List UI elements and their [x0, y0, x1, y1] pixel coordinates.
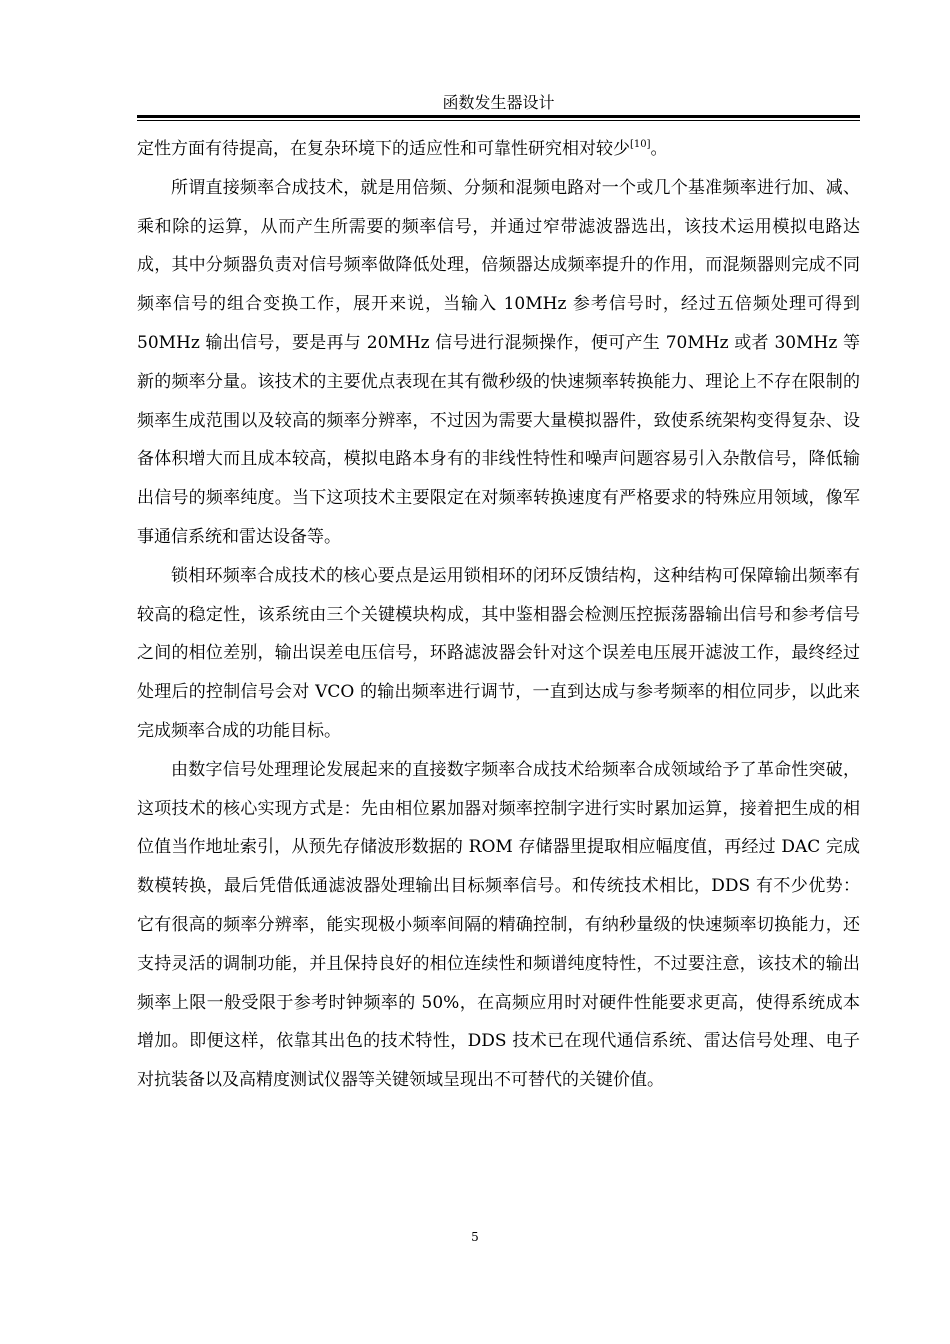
paragraph-pll-synthesis: 锁相环频率合成技术的核心要点是运用锁相环的闭环反馈结构，这种结构可保障输出频率有较高的稳定性，该系统由三个关键模块构成，其中鉴相器会检测压控振荡器输出信号和参考信号之间的相位差别，输出误差电压信号，环路滤波器会针对这个误差电压展开滤波工作，最终经过处理后的控制信号会对 VCO 的输出频率进行调节，一直到达成与参考频率的相位同步，以此来完成频率合成的功能目标。 — [137, 565, 860, 741]
body-text — [137, 130, 860, 1100]
paragraph-dds-synthesis: 由数字信号处理理论发展起来的直接数字频率合成技术给频率合成领域给予了革命性突破，这项技术的核心实现方式是：先由相位累加器对频率控制字进行实时累加运算，接着把生成的相位值当作地址索引，从预先存储波形数据的 ROM 存储器里提取相应幅度值，再经过 DAC 完成数模转换，最后凭借低通滤波器处理输出目标频率信号。和传统技术相比，DDS 有不少优势：它有很高的频率分辨率，能实现极小频率间隔的精确控制，有纳秒量级的快速频率切换能力，还支持灵活的调制功能，并且保持良好的相位连续性和频谱纯度特性，不过要注意，该技术的输出频率上限一般受限于参考时钟频率的 50%，在高频应用时对硬件性能要求更高，使得系统成本增加。即便这样，依靠其出色的技术特性，DDS 技术已在现代通信系统、雷达信号处理、电子对抗装备以及高精度测试仪器等关键领域呈现出不可替代的关键价值。 — [137, 759, 860, 1091]
citation-reference: [10] — [630, 139, 651, 150]
paragraph-text: 定性方面有待提高，在复杂环境下的适应性和可靠性研究相对较少 — [137, 139, 630, 159]
page-number: 5 — [471, 1230, 479, 1244]
page-header-title: 函数发生器设计 — [442, 93, 555, 112]
paragraph-tail: 。 — [650, 139, 668, 159]
header-rule-thin — [137, 120, 860, 121]
header-rule-thick — [137, 115, 860, 118]
paragraph-direct-synthesis: 所谓直接频率合成技术，就是用倍频、分频和混频电路对一个或几个基准频率进行加、减、乘和除的运算，从而产生所需要的频率信号，并通过窄带滤波器选出，该技术运用模拟电路达成，其中分频器负责对信号频率做降低处理，倍频器达成频率提升的作用，而混频器则完成不同频率信号的组合变换工作，展开来说，当输入 10MHz 参考信号时，经过五倍频处理可得到 50MHz 输出信号，要是再与 20MHz 信号进行混频操作，便可产生 70MHz 或者 30MHz 等新的频率分量。该技术的主要优点表现在其有微秒级的快速频率转换能力、理论上不存在限制的频率生成范围以及较高的频率分辨率，不过因为需要大量模拟器件，致使系统架构变得复杂、设备体积增大而且成本较高，模拟电路本身有的非线性特性和噪声问题容易引入杂散信号，降低输出信号的频率纯度。当下这项技术主要限定在对频率转换速度有严格要求的特殊应用领域，像军事通信系统和雷达设备等。 — [137, 177, 860, 547]
paragraph-continuation — [137, 130, 860, 169]
